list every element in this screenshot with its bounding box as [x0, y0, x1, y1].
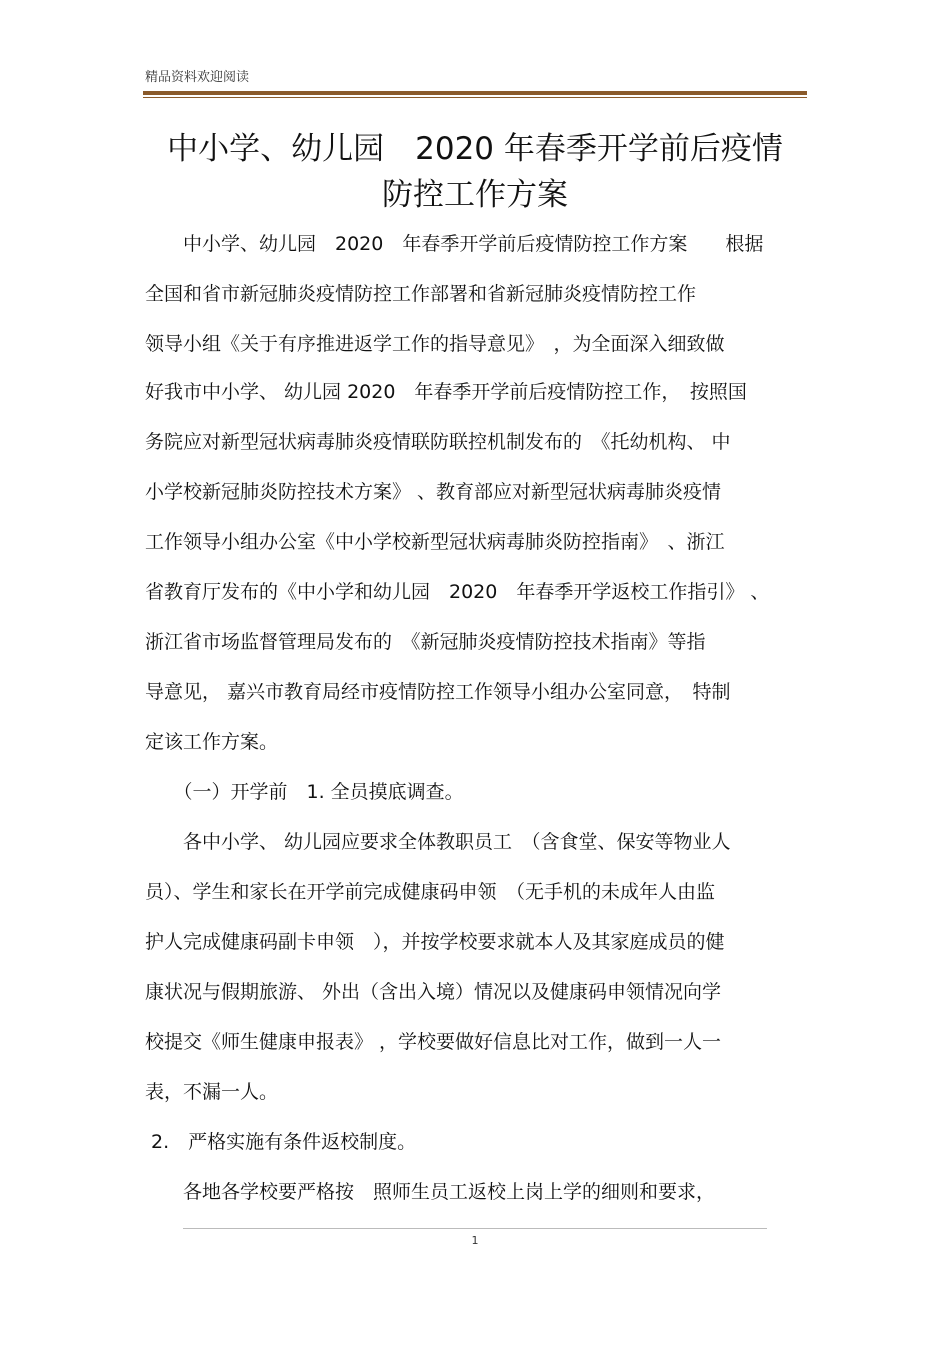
- header-text: 精品资料欢迎阅读: [145, 70, 250, 85]
- page-title: [143, 126, 807, 218]
- body-line: 领导小组《关于有序推进返学工作的指导意见》 ，为全面深入细致做: [145, 333, 725, 355]
- body-line: 中小学、幼儿园 2020 年春季开学前后疫情防控工作方案 根据: [145, 233, 764, 255]
- body-line: 省教育厅发布的《中小学和幼儿园 2020 年春季开学返校工作指引》 、: [145, 581, 770, 603]
- body-line: 各中小学、 幼儿园应要求全体教职员工 （含食堂、保安等物业人: [145, 831, 731, 853]
- body-line: 务院应对新型冠状病毒肺炎疫情联防联控机制发布的 《托幼机构、 中: [145, 431, 731, 453]
- footer-rule: [183, 1228, 767, 1229]
- body-line: 康状况与假期旅游、 外出（含出入境）情况以及健康码申领情况向学: [145, 981, 722, 1003]
- section-heading: （一）开学前 1. 全员摸底调查。: [145, 781, 464, 803]
- header-rule-thin: [143, 97, 807, 98]
- page-number: 1: [471, 1234, 479, 1247]
- body-line: 员）、学生和家长在开学前完成健康码申领 （无手机的未成年人由监: [145, 881, 716, 903]
- body-line: 各地各学校要严格按 照师生员工返校上岗上学的细则和要求，: [145, 1181, 716, 1203]
- header-rule: [143, 91, 807, 95]
- body-line: 表，不漏一人。: [145, 1081, 279, 1103]
- body-line: 工作领导小组办公室《中小学校新型冠状病毒肺炎防控指南》 、浙江: [145, 531, 725, 553]
- title-line-2: 防控工作方案: [382, 177, 568, 213]
- body-line: 导意见， 嘉兴市教育局经市疫情防控工作领导小组办公室同意， 特制: [145, 681, 731, 703]
- body-line: 护人完成健康码副卡申领 ），并按学校要求就本人及其家庭成员的健: [145, 931, 725, 953]
- body-line: 定该工作方案。: [145, 731, 279, 753]
- section-heading: 2. 严格实施有条件返校制度。: [145, 1131, 417, 1153]
- title-line-1: 中小学、幼儿园 2020 年春季开学前后疫情: [167, 131, 783, 167]
- body-line: 好我市中小学、 幼儿园 2020 年春季开学前后疫情防控工作， 按照国: [145, 381, 747, 403]
- body-line: 小学校新冠肺炎防控技术方案》 、教育部应对新型冠状病毒肺炎疫情: [145, 481, 722, 503]
- body-line: 校提交《师生健康申报表》 ，学校要做好信息比对工作，做到一人一: [145, 1031, 722, 1053]
- body-line: 全国和省市新冠肺炎疫情防控工作部署和省新冠肺炎疫情防控工作: [145, 283, 697, 305]
- body-line: 浙江省市场监督管理局发布的 《新冠肺炎疫情防控技术指南》等指: [145, 631, 706, 653]
